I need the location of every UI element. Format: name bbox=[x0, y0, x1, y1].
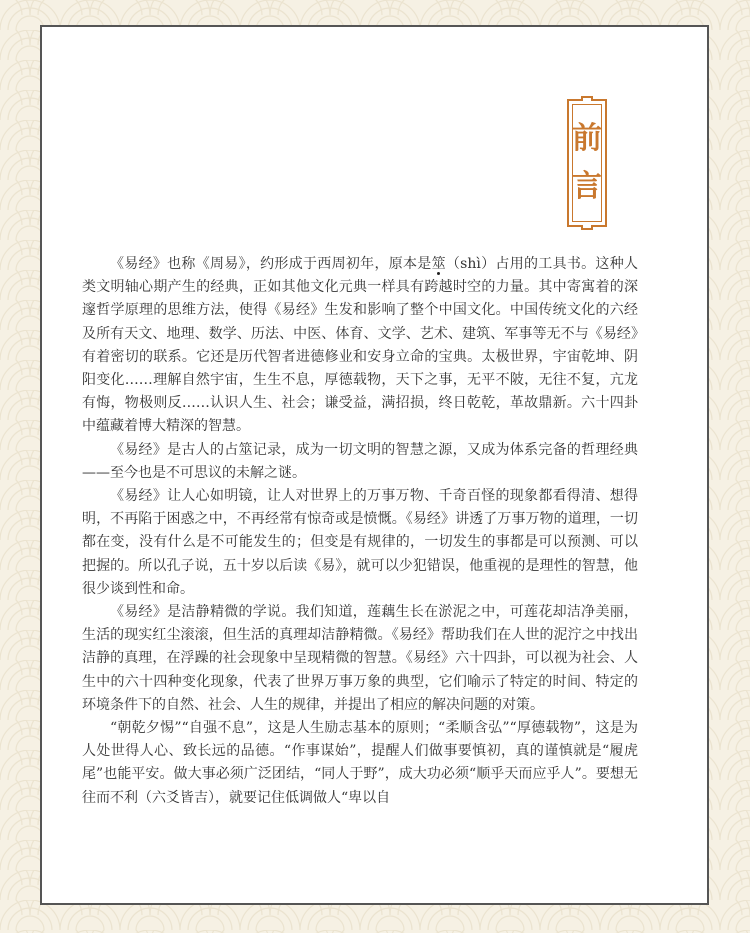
paragraph-4: 《易经》是洁静精微的学说。我们知道，莲藕生长在淤泥之中，可莲花却洁净美丽，生活的现实红尘滚滚，但生活的真理却洁静精微。《易经》帮助我们在人世的泥泞之中找出洁静的真理，在浮躁的社会现象中呈现精微的智慧。《易经》六十四卦，可以视为社会、人生中的六十四种变化现象，代表了世界万事万象的典型，它们喻示了特定的时间、特定的环境条件下的自然、社会、人生的规律，并提出了相应的解决问题的对策。 bbox=[82, 604, 638, 713]
paragraph-3: 《易经》让人心如明镜，让人对世界上的万事万物、千奇百怪的现象都看得清、想得明，不再陷于困惑之中，不再经常有惊奇或是愤慨。《易经》讲透了万事万物的道理，一切都在变，没有什么是不可能发生的；但变是有规律的，一切发生的事都是可以预测、可以把握的。所以孔子说，五十岁以后读《易》，就可以少犯错误，他重视的是理性的智慧，他很少谈到性和命。 bbox=[82, 488, 638, 597]
title-frame-top-notch bbox=[581, 96, 593, 101]
title-frame bbox=[567, 99, 607, 227]
paragraph-1 bbox=[82, 253, 638, 439]
paragraph-1-start: 《易经》也称《周易》，约形成于西周初年，原本是 bbox=[110, 256, 432, 272]
title-frame-bottom-notch bbox=[581, 225, 593, 230]
preface-body bbox=[82, 253, 638, 810]
paragraph-1-rest: （shì）占用的工具书。这种人类文明轴心期产生的经典，正如其他文化元典一样具有跨越时空的力量。其中寄寓着的深邃哲学原理的思维方法，使得《易经》生发和影响了整个中国文化。中国传统文化的六经及所有天文、地理、数学、历法、中医、体育、文学、艺术、建筑、军事等无不与《易经》有着密切的联系。它还是历代智者进德修业和安身立命的宝典。太极世界，宇宙乾坤、阴阳变化……理解自然宇宙，生生不息，厚德载物，天下之事，无平不陂，无往不复，亢龙有悔，物极则反……认识人生、社会；谦受益，满招损，终日乾乾，革故鼎新。六十四卦中蕴藏着博大精深的智慧。 bbox=[82, 256, 639, 435]
title-char-2: 言 bbox=[572, 169, 602, 204]
paragraph-5: “朝乾夕惕”“自强不息”，这是人生励志基本的原则；“柔顺含弘”“厚德载物”，这是为人处世得人心、致长远的品德。“作事谋始”，提醒人们做事要慎初，真的谨慎就是“履虎尾”也能平安。做大事必须广泛团结，“同人于野”，成大功必须“顺乎天而应乎人”。要想无往而不利（六爻皆吉），就要记住低调做人“卑以自 bbox=[82, 720, 638, 806]
paragraph-2: 《易经》是古人的占筮记录，成为一切文明的智慧之源，又成为体系完备的哲理经典——至今也是不可思议的未解之谜。 bbox=[82, 441, 638, 481]
emphasis-character: 筮 bbox=[431, 256, 446, 272]
title-char-1: 前 bbox=[572, 121, 602, 156]
